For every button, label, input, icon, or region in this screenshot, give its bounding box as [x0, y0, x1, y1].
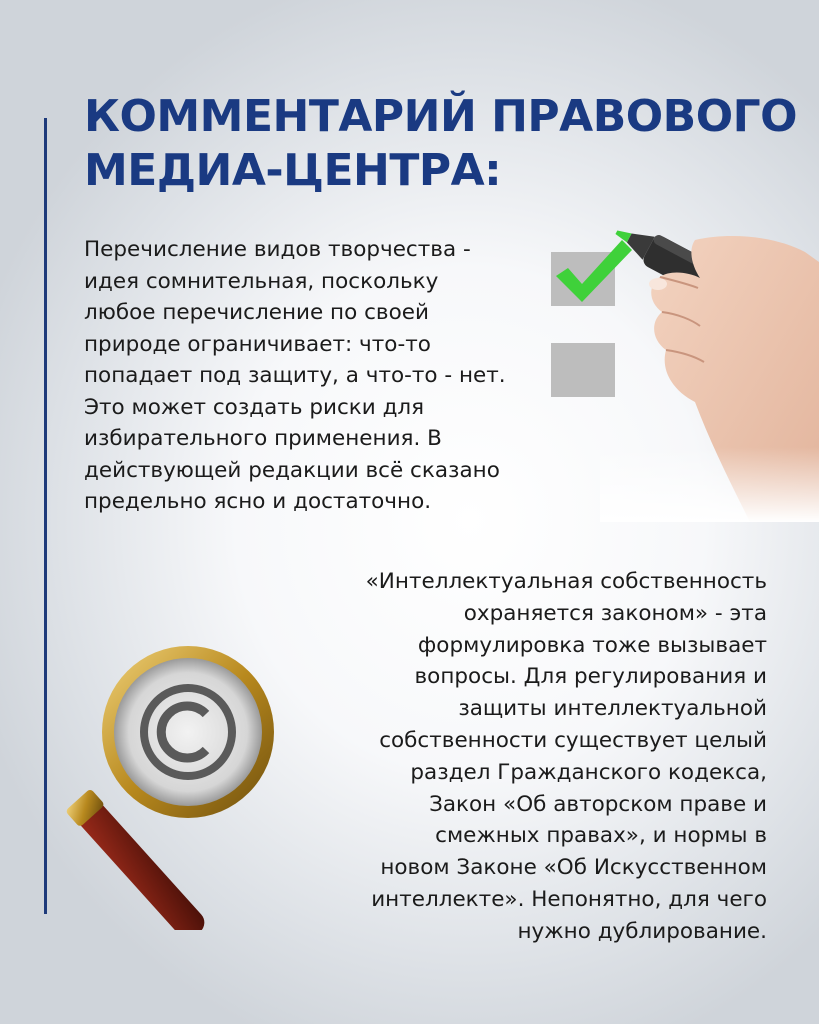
paragraph-line: избирательного применения. В [84, 426, 442, 451]
title-line-2: МЕДИА-ЦЕНТРА: [84, 145, 502, 196]
page-title [84, 90, 804, 198]
paragraph-line: любое перечисление по своей [84, 300, 429, 325]
paragraph-line: нужно дублирование. [517, 918, 767, 944]
paragraph-line: раздел Гражданского кодекса, [410, 759, 767, 785]
paragraph-line: новом Законе «Об Искусственном [380, 855, 767, 881]
paragraph-line: охраняется законом» - эта [463, 600, 767, 626]
paragraph-line: природе ограничивает: что-то [84, 331, 431, 357]
paragraph-line: смежных правах», и нормы в [435, 823, 767, 849]
paragraph-line: предельно ясно и достаточно. [84, 489, 432, 514]
title-line-1: КОММЕНТАРИЙ ПРАВОВОГО [84, 91, 798, 142]
paragraph-line: Перечисление видов творчества - [84, 237, 471, 262]
comment-paragraph-2 [307, 566, 767, 948]
paragraph-line: действующей редакции всё сказано [84, 457, 500, 483]
paragraph-line: попадает под защиту, а что-то - нет. [84, 363, 506, 388]
paragraph-line: формулировка тоже вызывает [417, 632, 767, 658]
hand-marker-icon [600, 222, 819, 522]
paragraph-line: идея сомнительная, поскольку [84, 268, 439, 294]
paragraph-line: защиты интеллектуальной [458, 696, 767, 722]
paragraph-line: интеллекте». Непонятно, для чего [371, 886, 767, 912]
magnifier-copyright-icon [0, 640, 290, 930]
paragraph-line: вопросы. Для регулирования и [414, 664, 767, 690]
comment-paragraph-1 [84, 234, 554, 518]
paragraph-line: Закон «Об авторском праве и [429, 791, 767, 817]
paragraph-line: «Интеллектуальная собственность [365, 569, 767, 594]
paragraph-line: Это может создать риски для [84, 394, 425, 420]
paragraph-line: собственности существует целый [379, 727, 767, 753]
